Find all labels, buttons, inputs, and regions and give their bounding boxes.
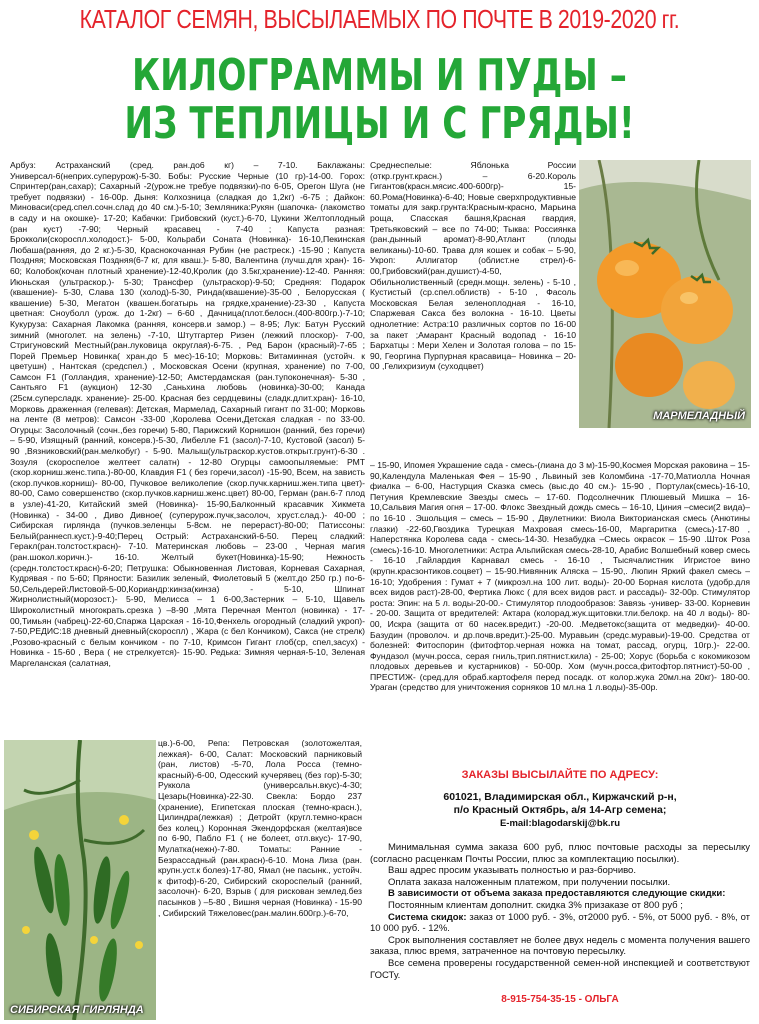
terms-discounts-heading <box>370 888 750 900</box>
address-line-1: 601021, Владимирская обл., Киржачский р-н, <box>443 791 677 803</box>
catalog-title: КАТАЛОГ СЕМЯН, ВЫСЫЛАЕМЫХ ПО ПОЧТЕ В 2019-2020 гг. <box>79 4 680 34</box>
terms-loyal-discount: Постоянным клиентам дополнит. скидка 3% призаказе от 800 руб ; <box>388 899 683 911</box>
tomato-photo-caption: МАРМЕЛАДНЫЙ <box>653 410 745 422</box>
terms-discount-system <box>370 912 750 935</box>
tomato-photo <box>579 160 751 428</box>
seed-list-column-1 <box>10 160 365 738</box>
address-line-2: п/о Красный Октябрь, а/я 14-Агр семена; <box>453 804 667 816</box>
terms-minimum-order: Минимальная сумма заказа 600 руб, плюс почтовые расходы за пересылку (согласно расценкам Почты России, плюс за комплектацию посылки). <box>370 842 750 865</box>
terms-quality: Все семена проверены государственной семен-ной инспекцией и соответствуют ГОСТу. <box>370 957 750 981</box>
order-section <box>370 765 750 981</box>
tomato-illustration <box>579 160 751 428</box>
terms-discount-system-label: Система скидок: <box>388 911 467 923</box>
seed-list-column-4 <box>158 738 362 1020</box>
seed-list-text-1: Арбуз: Астраханский (сред. ран.до6 кг) – 7-10. Баклажаны: Универсал-6(неприх.суперурож)-5-30. Бобы: Русские Черные (10 гр)-14-00. Горох: Спринтер(ран,сахар); Сахарный -2(урож.не требуе подвязки)-по 6-05, Орегон Шуга (не требует подвязки) - 16-00р. Дыня: Колхозница (сладкая до 1,2кг) -6-75 ; Дайкон: Миноваси(сред.спел.сочн.слад до 40 см.)-5-10; Земляника:Рукян (шапочка- (лакомство в саду и на окошке)- 17-20; Кабачки: Грибовский (куст.)-6-70, Цукини Желтоплодный (ран куст) -7-90; Черный красавец - 7-40 ; Капуста разная: Брокколи(скороспл.холодост.)- 5-00, Кольраби Соната (Новинка)- 16-10,Пекинская Любаша(ранняя, до 2 кг.)-5-30, Краснокочанная Рубин (не растреск.) -15-90 ; Капуста Поздняя; Московская Поздняя(6-7 кг, для кваш.)- 5-80, Валентина (лучш.для хран)- 16-60; Колобок(кочан плотный хранение)-12-40,Кролик (до 3.5кг,хранение)-12-40. Ранняя: Июньская (ультраскор.)- 5-30; Трансфер (ультраскор)-9-50; Средняя: Подарок (квашение)- 5-30, Слава 130 (холод)-5-30, Ринда(квашение)-35-00 , Белорусская ( квашение) 5-30, Мегатон (квашен.богатырь на грядке,хранение)-23-30 , Капуста цветная: Сноуболл (урож. до 1-2кг) – 6-60 , Дачница(плот.белосн.(400-800гр.)-7-10; Кукуруза: Сахарная Лакомка (ранняя, консерв.и замор.) – 8-95; Лук: Батун Русский зимний (многолет. на зелень) -7-10, Штутгартер Ризен (лежкий плоскор)- 7-00, Стригуновский Местный(ран.луковица округлая)-6-75. , Ред Барон (красный)-7-65 ; Порей Премьер Новинка( хран.до 5 мес)-16-10; Морковь: Витаминная (устойч. к цветушн) , Нантская (средспел.) , Московская Осени (крупная, хранение) по 7-00, Самсон F1 (Голландия, хранение)-12-50; Амстердамская (ран.тупоконечная)- 5-30 , Сантьяго F1 (аукцион) 12-30 ,Саньхина любовь (новинка)-30-00; Канада (25см.суперсладк. хранение)- 25-00. Красная без сердцевины (сладк.длит.хран)- 16-10, Морковь драженная (гелевая): Детская, Мармелад, Сахарный гигант по 31-00; Морковь на ленте (8 метров): Самсон -33-00 ,Королева Осени,Детская сладкая - по 33-00. Огурцы: Засолочный (сочн.,без горечи) 5-80, Парижский Корнишон (ранний, без горечи) – 5-90, Изящный (ранний, консерв.)-5-30, Либелле F1 (засол)-7-10, Кустовой (засол) 5-90 ,Вязниковский(ран.мелкобуг) - 5-90. Малыш(ультраскор.кустов.открыт.грунт)-6-30 . Зозуля (скороспелое желтеет салатн) - 12-80 Огурцы самоопыляемые: РМТ (скор.корниш.женс.типа.)-80-00, Клавдия F1 ( без горечи,засол) -15-90, Всем, на зависть (скор.пучков.корниш)- 80-00, Пучковое великолепие (скор.пучк.карниш.жен.типа цвет)- 80-00, Само совершенство (скор.пучков.карниш.женс.цвет) 80-00, Герман (ран.6-7 плод в узле)-41-20, Китайский змей (Новинка)- 15-90,Балконный красавчик Хикмета (Новинка) - 34-00 , Диво Дивное( (суперурож.пучк,засолоч, хруст.слад.)- 40-00 ; Сибирская гирлянда (пучков.зеленцы 5-8см. не перераст)-80-00; Патиссоны: Белый(раннесп.куст.)-9-40;Перец Острый: Астраханский-6-50. Перец сладкий: Геракл(ран.толстост.красн)- 7-10. Материнская любовь – 23-00 , Черная магия (ран.шокол.коричн.)- 16-10. Желтый букет(Новинка)-15-90; Нежность (средн.толстост.красн)-6-20; Петрушка: Обыкновенная Листовая, Корневая Сахарная, Кудрявая - по 5-60; Пряности: Базилик зеленый, Фиолетовый 5 (желт.до 250 гр.) по-6-50,Сельдерей:Листовой-5-00,Кориандр:кинза(кинза) - 5-10, Шпинат Жирнолистный(морозост.)- 5-90, Мелисса – 1 6-00,Застерник – 5-10, Щавель Широколистный многократь.срезка ) –8-90 ,Мята Перечная Ментол (новинка) - 17-00,Тимьян (чабрец)-22-60,Спаржа Царская - 16-10,Фенхель огородный (сладкий укроп)- 7-50,РЕДИС:18 дневный дневный(скороспл) , Жара (с бел Кончиком), Сакса (не стрелк) ,Розово-красный с белым кончиком - по 7-10, Кримсон Гигант глоб(ср, спел,засух) - Новинка - 15-60 , Вера ( не стрелкуется)- 15-90. Редька: Зимняя черная-5-10, Зеленая Маргеланская (салатная, <box>10 160 365 668</box>
cucumber-photo-caption: СИБИРСКАЯ ГИРЛЯНДА <box>10 1004 144 1016</box>
cucumber-photo <box>4 740 156 1020</box>
terms-payment: Оплата заказа наложенным платежом, при получении посылки. <box>388 876 671 888</box>
email-address: E-mail:blagodarskij@bk.ru <box>499 818 621 829</box>
seed-list-text-4: цв.)-6-00, Репа: Петровская (золотожелтая, лежкая)- 6-00, Салат: Московский парниковый (ран, листов) -5-70, Лола Росса (темно-красный)-6-00, Одесский кучерявец (без гор)-5-30; Руккола (универсальн.вкус)-4-30; Цезарь(Новинка)-22-30. Свекла: Бордо 237 (хранение), Египетская плоская (темно-красн.), Цилиндра(лежкая) ; Детройт (кругл.темно-красн без колец.) Коронная Экендорфская (желтая)все по 6-90, Пабло F1 ( не болеет, отл.вкус)- 17-90, Мулатка(нежн)-7-80. Томаты: Ранние - Безрассадный (ран.красн)-6-10. Мона Лиза (ран. крупн.уст.к болез)-17-80, Ямал (не пасынк., устойч. к фитоф)-6-20, Сибирский скороспелый (ранний, засолочн)- 6-20, Взрыв ( для рискован землед.без пасынков ) –5-80 , Вишня черная (Новинка) - 15-90 , Сибирский Тяжеловес(ран.малин.600гр.)-6-70, <box>158 738 362 918</box>
contact-phone: 8-915-754-35-15 - ОЛЬГА <box>501 994 619 1005</box>
cucumber-illustration <box>4 740 156 1020</box>
terms-address-note: Ваш адрес просим указывать полностью и раз-борчиво. <box>388 865 636 877</box>
terms-delivery-time: Срок выполнения составляет не более двух недель с момента получения вашего заказа, плюс время, затраченное на почтовую пересылку. <box>370 934 750 958</box>
seed-list-column-3 <box>370 460 750 760</box>
seed-list-column-2 <box>370 160 576 460</box>
order-title: ЗАКАЗЫ ВЫСЫЛАЙТЕ ПО АДРЕСУ: <box>461 769 659 781</box>
headline-line-1: КИЛОГРАММЫ И ПУДЫ – <box>132 50 627 101</box>
seed-list-text-3: – 15-90, Ипомея Украшение сада - смесь-(лиана до 3 м)-15-90,Космея Морская раковина – 15-90,Календула Маленькая Фея – 15-90 , Львиный зев Коломбина -17-70,Матиолла Ночная фиалка – 6-00, Настурция Сказка смесь (выс.до 40 см.)- 15-90 , Портулак(смесь)-16-10, Петуния Кремлевские Звезды смесь – 17-60. Подсолнечник Плюшевый Мишка – 16-10,Сальвия Магия огня – 17-00. Флокс Звездный дождь смесь – 16-10, Циния –смеси(2 вида)– по 16-10 . Эшольция – смесь – 15-90 , Двулетники: Виола Викторианская смесь (Анютины глазки) -22-60,Гвоздика Турецкая Махровая смесь-16-00, Маргаритка (смесь)-17-80 , Наперстянка Королева сада - смесь-14-30. Незабудка –Смесь окрасок – 15-90 .Шток Роза (смесь)-16-10. Многолетники: Астра Альпийская смесь-28-10, Арабис Волшебный ковер смесь - 16-10 ,Гайлардия Карнавал смесь - 16-10 , Тысячалистник Игристое вино (крупн.красзонтиков.соцвет) – 15-90.Нивянник Аляска – 15-90,. Люпин Яркий факел смесь – 16-10; Удобрения : Гумат + 7 (микроэл.на 100 лит. воды)- 20-00 Борная кислота (удобр.для всех видов раст)-28-00, Фертика Люкс ( для всех видов раст. и рассады)- 32-00р. Стимулятор роста: Эпин: на 5 л. воды-20-00.- Стимулятор плодообразов: Завязь -универ- 33-00. Корневин - 20-00. Защита от вредителей: Актара (колорад.жук.щитовки.тли.белокр. на 40 л воды)- 80-00, Искра (защита от 60 насек.вредит.) -20-00. .Медветокс(защита от медведки)- 40-00. Базудин (проволоч. и др.почв.вредит.)-25-00. Муравьин (средс.муравьи)-19-00. Средства от болезней: Фитоспорин (фитофтор.черная ножка на томат, рассад, огурц, 10гр.)- 22-00. Фундазол (мучн.росса, серая гниль,трип.пятнист.кила) - 25-00; Хорус (борьба с кокомикозом плодовых деревьев и кустарников) - 50-00р. Хом (мучн.росса,фитофтор.пятнист)-50-00 , ПРЕСТИЖ- (сред.для обраб.картофеля перед посадк. от колор.жука 20мл.на 20кг)- 180-00. Ураган (средство для уничтожения сорняков 10 мл.на 1 л.воды)-35-00р. <box>370 460 750 693</box>
seed-list-text-2: Среднеспелые: Яблонька России (откр.грунт.красн.) – 6-20.Король Гигантов(красн.мясис.400-600гр)- 15-60.Рома(Новинка)-6-40; Новые сверхпродуктивные томаты для закр.грунта:Красным-красно, Марьина роща, Спасская башня,Красная гвардия, Третьяковский – все по 74-00; Тыква: Россиянка (ран.дынный аромат)-8-90,Атлант (плоды великаны)-10-60. Трава для кошек и собак – 5-90, Укроп: Аллигатор (облист.не стрел)-6-00,Грибовский(ран.душист)-4-50, Обильнолиственный (средн.мощн. зелень) - 5-10 , Кустистый (ср.спел.облиств) - 5-10 , Фасоль Московская Белая зеленоплодная - 16-10, Спаржевая Сакса без волокна - 16-10. Цветы однолетние: Астра:10 различных сортов по 16-00 за пакет ;Амарант Красный водопад - 16-10 Бархатцы : Мери Хелен и Золотая голова – по 15-90, Георгина Пурпурная красавица– Новинка – 20-00 ,Гелихризиум (суходцвет) <box>370 160 576 372</box>
terms-discounts-heading-text: В зависимости от объема заказа предоставляются следующие скидки: <box>388 888 726 900</box>
terms-discount-system-text: заказ от 1000 руб. - 3%, от2000 руб. - 5%, от 5000 руб. - 8%, от 10 000 руб. - 12%. <box>370 911 750 935</box>
order-terms <box>370 842 750 981</box>
postal-address <box>370 791 750 830</box>
headline-line-2: ИЗ ТЕПЛИЦЫ И С ГРЯДЫ! <box>124 98 635 149</box>
